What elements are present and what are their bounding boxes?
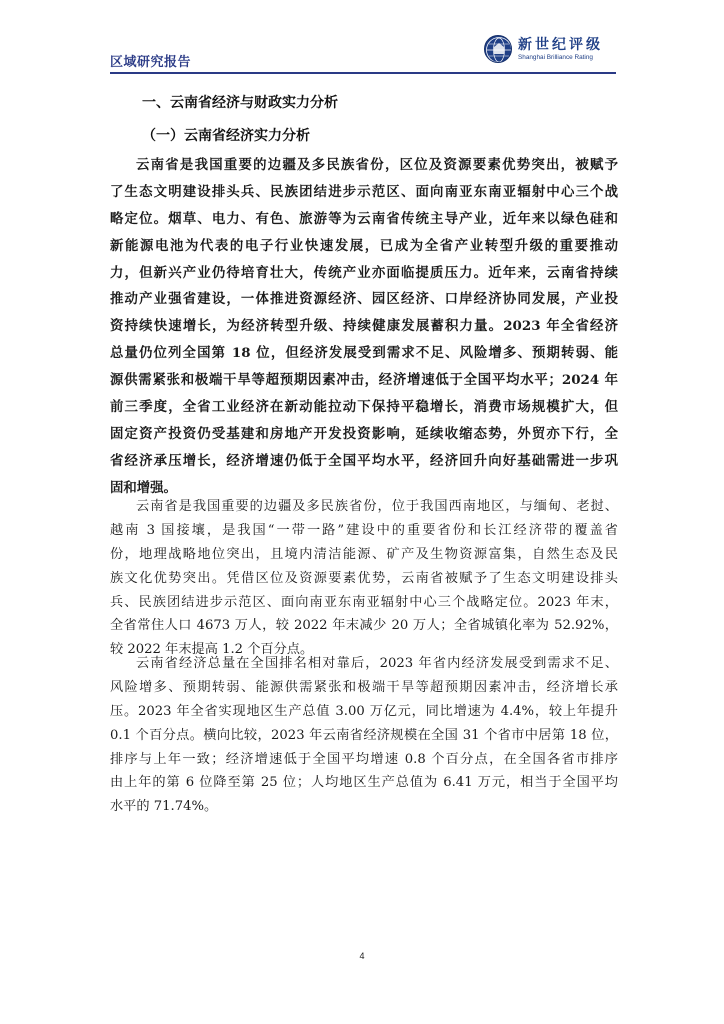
text-line: 固定资产投资仍受基建和房地产开发投资影响，延续收缩态势，外贸亦下行，全 (110, 425, 618, 442)
header-divider (110, 72, 616, 74)
text-line: 云南省是我国重要的边疆及多民族省份，区位及资源要素优势突出，被赋予 (136, 157, 618, 173)
paragraph-economy (110, 652, 618, 819)
heading-level-1: 一、云南省经济与财政实力分析 (142, 95, 338, 111)
text-line: 略定位。烟草、电力、有色、旅游等为云南省传统主导产业，近年来以绿色硅和 (110, 210, 618, 227)
text-line: 固和增强。 (110, 479, 177, 496)
text-line: 全省常住人口 4673 万人，较 2022 年末减少 20 万人；全省城镇化率为 52.92%， (110, 618, 618, 634)
paragraph-summary (110, 152, 618, 502)
brand-block (484, 30, 618, 70)
text-line: 源供需紧张和极端干旱等超预期因素冲击，经济增速低于全国平均水平；2024 年 (110, 372, 618, 389)
paragraph-overview (110, 495, 618, 662)
text-line: 风险增多、预期转弱、能源供需紧张和极端干旱等超预期因素冲击，经济增长承 (110, 679, 618, 695)
text-line: 前三季度，全省工业经济在新动能拉动下保持平稳增长，消费市场规模扩大，但 (110, 399, 618, 416)
text-line: 族文化优势突出。凭借区位及资源要素优势，云南省被赋予了生态文明建设排头 (110, 570, 618, 586)
text-line: 云南省经济总量在全国排名相对靠后，2023 年省内经济发展受到需求不足、 (136, 656, 618, 671)
text-line: 由上年的第 6 位降至第 25 位；人均地区生产总值为 6.41 万元，相当于全国平均 (110, 775, 618, 791)
brand-name-cn: 新世纪评级 (518, 37, 603, 53)
globe-seal-icon (484, 35, 512, 63)
text-line: 份，地理战略地位突出，且境内清洁能源、矿产及生物资源富集，自然生态及民 (110, 546, 618, 562)
text-line: 兵、民族团结进步示范区、面向南亚东南亚辐射中心三个战略定位。2023 年末， (110, 594, 618, 610)
text-line: 较 2022 年末提高 1.2 个百分点。 (110, 642, 314, 658)
text-line: 云南省是我国重要的边疆及多民族省份，位于我国西南地区，与缅甸、老挝、 (136, 499, 618, 514)
text-line: 越南 3 国接壤，是我国“一带一路”建设中的重要省份和长江经济带的覆盖省 (110, 522, 618, 538)
text-line: 新能源电池为代表的电子行业快速发展，已成为全省产业转型升级的重要推动 (110, 237, 618, 254)
text-line: 压。2023 年全省实现地区生产总值 3.00 万亿元，同比增速为 4.4%，较上年提升 (110, 703, 618, 719)
text-line: 省经济承压增长，经济增速仍低于全国平均水平，经济回升向好基础需进一步巩 (110, 452, 618, 469)
text-line: 总量仍位列全国第 18 位，但经济发展受到需求不足、风险增多、预期转弱、能 (110, 345, 618, 362)
text-line: 水平的 71.74%。 (110, 799, 218, 815)
text-line: 推动产业强省建设，一体推进资源经济、园区经济、口岸经济协同发展，产业投 (110, 291, 618, 308)
text-line: 0.1 个百分点。横向比较，2023 年云南省经济规模在全国 31 个省市中居第 18 位， (110, 727, 618, 743)
header-section-title: 区域研究报告 (110, 55, 192, 70)
text-line: 力，但新兴产业仍待培育壮大，传统产业亦面临提质压力。近年来，云南省持续 (110, 264, 618, 281)
heading-level-2: （一）云南省经济实力分析 (142, 128, 310, 144)
text-line: 资持续快速增长，为经济转型升级、持续健康发展蓄积力量。2023 年全省经济 (110, 318, 618, 335)
brand-name-en: Shanghai Brilliance Rating (518, 54, 593, 61)
text-line: 排序与上年一致；经济增速低于全国平均增速 0.8 个百分点，在全国各省市排序 (110, 751, 618, 767)
page-number: 4 (359, 951, 365, 961)
text-line: 了生态文明建设排头兵、民族团结进步示范区、面向南亚东南亚辐射中心三个战 (110, 183, 618, 200)
